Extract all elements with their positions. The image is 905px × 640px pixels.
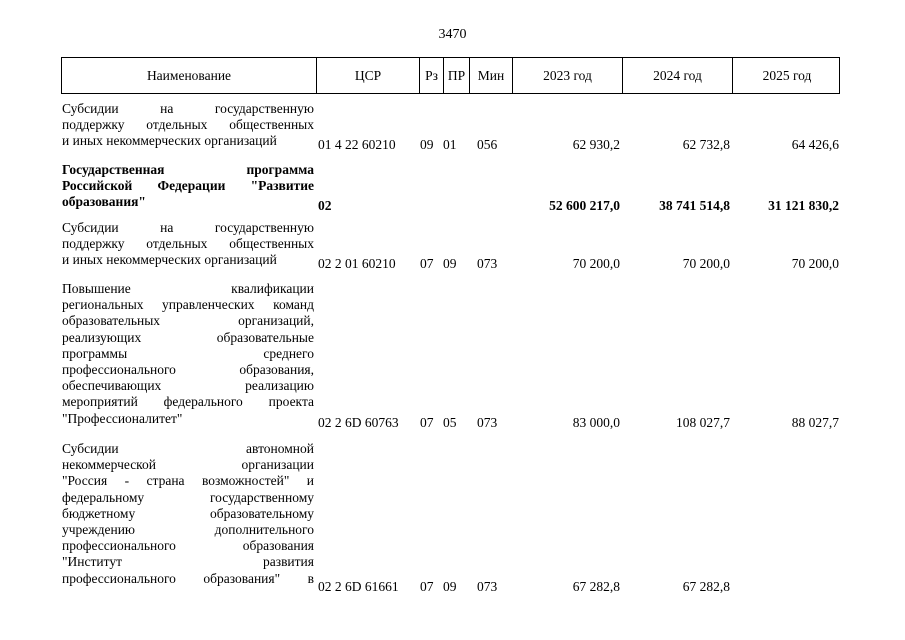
row-name-line: Государственная программа: [62, 162, 314, 177]
row-pr: 09: [443, 256, 457, 271]
row-name-line: программы среднего: [62, 345, 314, 361]
row-rz: 07: [420, 579, 434, 594]
row-name-line: Субсидии на государственную: [62, 101, 314, 116]
row-name-line: бюджетному образовательному: [62, 505, 314, 521]
row-name-line: Российской Федерации "Развитие: [62, 178, 314, 194]
row-2025: 64 426,6: [791, 137, 839, 152]
row-2024: 70 200,0: [682, 256, 730, 271]
row-name-line: профессионального образования" в: [62, 570, 314, 586]
table-header: [61, 57, 840, 94]
header-rz: Рз: [419, 58, 443, 93]
header-min: Мин: [469, 58, 512, 93]
row-2024: 108 027,7: [676, 415, 730, 430]
row-rz: 07: [420, 415, 434, 430]
row-name-line: поддержку отдельных общественных: [62, 236, 314, 252]
row-csr: 01 4 22 60210: [318, 137, 396, 152]
row-csr: 02: [318, 198, 332, 213]
row-min: 056: [477, 137, 498, 152]
row-2024: 38 741 514,8: [659, 198, 730, 213]
row-csr: 02 2 6D 60763: [318, 415, 399, 430]
row-name-line: мероприятий федерального проекта: [62, 394, 314, 410]
row-name-line: реализующих образовательные: [62, 329, 314, 345]
row-name: [62, 220, 314, 269]
row-name: [62, 101, 314, 150]
row-name: [62, 162, 314, 211]
row-name-line: поддержку отдельных общественных: [62, 117, 314, 133]
row-2023: 52 600 217,0: [549, 198, 620, 213]
row-2023: 62 930,2: [572, 137, 620, 152]
row-csr: 02 2 6D 61661: [318, 579, 399, 594]
row-2024: 67 282,8: [682, 579, 730, 594]
row-min: 073: [477, 415, 498, 430]
page-number: 3470: [438, 27, 467, 42]
row-pr: 05: [443, 415, 457, 430]
row-name-line: и иных некоммерческих организаций: [62, 133, 277, 149]
row-name-line: и иных некоммерческих организаций: [62, 252, 277, 268]
row-name-line: учреждению дополнительного: [62, 521, 314, 537]
row-2023: 83 000,0: [572, 415, 620, 430]
row-name-line: профессионального образования,: [62, 361, 314, 377]
row-name-line: "Институт развития: [62, 554, 314, 570]
row-name-line: Субсидии на государственную: [62, 220, 314, 235]
row-name-line: федеральному государственному: [62, 489, 314, 505]
row-name-line: некоммерческой организации: [62, 457, 314, 473]
row-name-line: Субсидии автономной: [62, 441, 314, 456]
header-name: Наименование: [146, 67, 232, 83]
row-name-line: Повышение квалификации: [62, 281, 314, 296]
row-name: [62, 281, 314, 427]
row-rz: 07: [420, 256, 434, 271]
row-pr: 01: [443, 137, 457, 152]
row-min: 073: [477, 256, 498, 271]
row-name: [62, 441, 314, 587]
row-name-line: образования": [62, 194, 146, 210]
row-2024: 62 732,8: [682, 137, 730, 152]
row-name-line: региональных управленческих команд: [62, 297, 314, 313]
row-rz: 09: [420, 137, 434, 152]
row-2025: 31 121 830,2: [768, 198, 839, 213]
header-2025: 2025 год: [732, 58, 841, 93]
row-pr: 09: [443, 579, 457, 594]
row-name-line: образовательных организаций,: [62, 313, 314, 329]
row-2025: 88 027,7: [791, 415, 839, 430]
row-name-line: профессионального образования: [62, 538, 314, 554]
header-pr: ПР: [443, 58, 469, 93]
row-2023: 67 282,8: [572, 579, 620, 594]
row-min: 073: [477, 579, 498, 594]
row-name-line: "Профессионалитет": [62, 410, 183, 426]
header-csr: ЦСР: [316, 58, 419, 93]
row-name-line: "Россия - страна возможностей" и: [62, 473, 314, 489]
row-name-line: обеспечивающих реализацию: [62, 378, 314, 394]
row-2025: 70 200,0: [791, 256, 839, 271]
row-2023: 70 200,0: [572, 256, 620, 271]
row-csr: 02 2 01 60210: [318, 256, 396, 271]
header-2023: 2023 год: [512, 58, 622, 93]
header-2024: 2024 год: [622, 58, 732, 93]
